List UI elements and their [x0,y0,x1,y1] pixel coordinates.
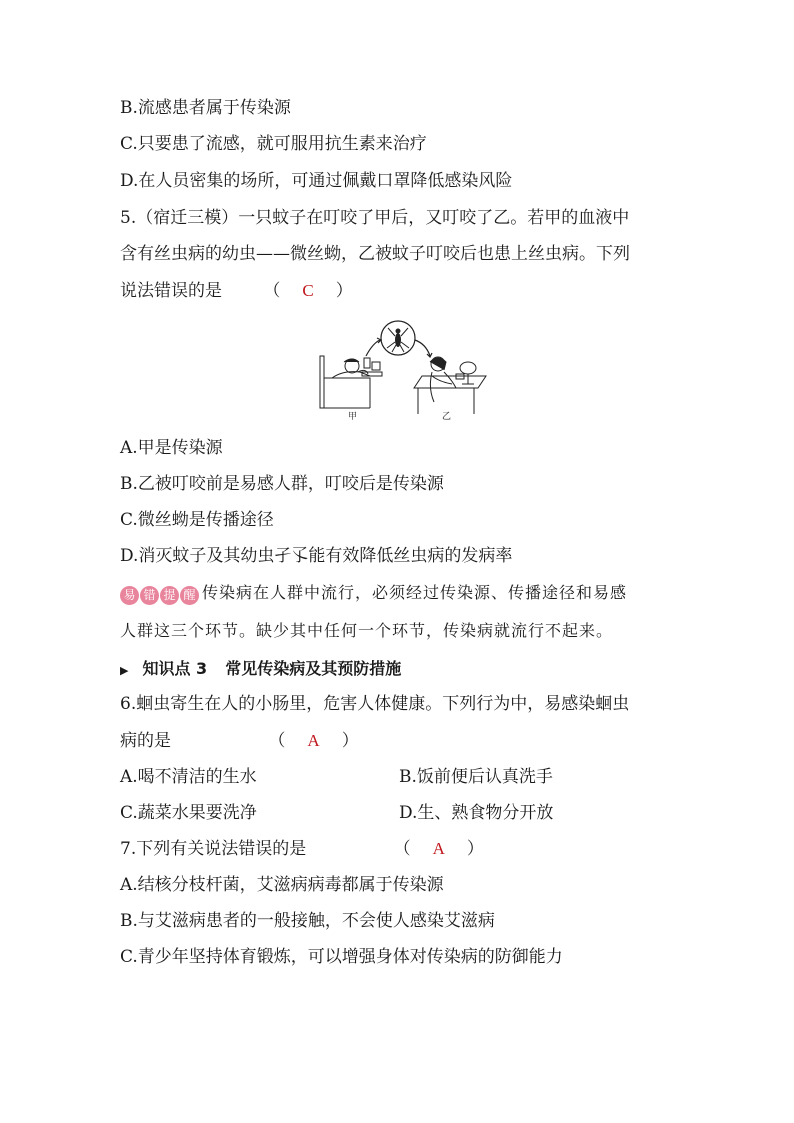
tip-line2 [120,620,613,642]
tip-line1 [120,582,627,605]
section-heading [120,656,401,679]
mosquito-transmission-illustration [318,318,500,422]
q5-stem-text: 说法错误的是 [120,281,222,301]
q6-stem-line1: 6.蛔虫寄生在人的小肠里，危害人体健康。下列行为中，易感染蛔虫 [120,694,630,714]
q5-answer-bracket: （ C ） [263,281,353,301]
tip-badge-char: 易 [120,586,139,605]
q6-option-a: A.喝不清洁的生水 [120,767,257,787]
q7-stem [120,838,484,860]
q5-stem-line1: 5.（宿迁三模）一只蚊子在叮咬了甲后，又叮咬了乙。若甲的血液中 [120,208,630,228]
q7-answer: A [432,839,445,858]
q6-option-b: B.饭前便后认真洗手 [399,767,553,787]
figure-label-right: 乙 [442,412,452,422]
tip-badge-char: 提 [160,586,179,605]
section-title: 常见传染病及其预防措施 [225,659,402,678]
q5-illustration [318,318,500,422]
q6-stem-line2 [120,730,359,752]
tip-badge-char: 醒 [180,586,199,605]
section-label: 知识点 3 [142,659,208,678]
q5-option-b: B.乙被叮咬前是易感人群，叮咬后是传染源 [120,474,444,494]
q7-option-b: B.与艾滋病患者的一般接触，不会使人感染艾滋病 [120,911,495,931]
q6-stem-text: 病的是 [120,731,171,751]
q4-option-b: B.流感患者属于传染源 [120,98,291,118]
q4-option-d: D.在人员密集的场所，可通过佩戴口罩降低感染风险 [120,171,513,191]
triangle-bullet-icon: ▶ [120,664,129,677]
tip-text-line2: 人群这三个环节。缺少其中任何一个环节，传染病就流行不起来。 [120,621,614,640]
q5-answer: C [302,281,314,300]
q6-option-c: C.蔬菜水果要洗净 [120,803,257,823]
q7-stem-text: 7.下列有关说法错误的是 [120,839,307,859]
q6-answer: A [307,731,320,750]
q5-option-a: A.甲是传染源 [120,438,223,458]
figure-label-left: 甲 [348,412,358,422]
tip-badge-char: 错 [140,586,159,605]
q5-stem-line2: 含有丝虫病的幼虫——微丝蚴，乙被蚊子叮咬后也患上丝虫病。下列 [120,244,630,264]
q5-stem-line3 [120,280,353,302]
q6-answer-bracket: （ A ） [268,731,359,751]
q4-option-c: C.只要患了流感，就可服用抗生素来治疗 [120,134,427,154]
q5-option-c: C.微丝蚴是传播途径 [120,510,274,530]
q7-answer-bracket: （ A ） [393,839,484,859]
q7-option-c: C.青少年坚持体育锻炼，可以增强身体对传染病的防御能力 [120,947,563,967]
q5-option-d: D.消灭蚊子及其幼虫孑孓能有效降低丝虫病的发病率 [120,546,513,566]
q6-option-d: D.生、熟食物分开放 [399,803,554,823]
tip-text-line1: 传染病在人群中流行，必须经过传染源、传播途径和易感 [202,583,628,602]
q7-option-a: A.结核分枝杆菌，艾滋病病毒都属于传染源 [120,875,444,895]
tip-badge [120,583,200,605]
